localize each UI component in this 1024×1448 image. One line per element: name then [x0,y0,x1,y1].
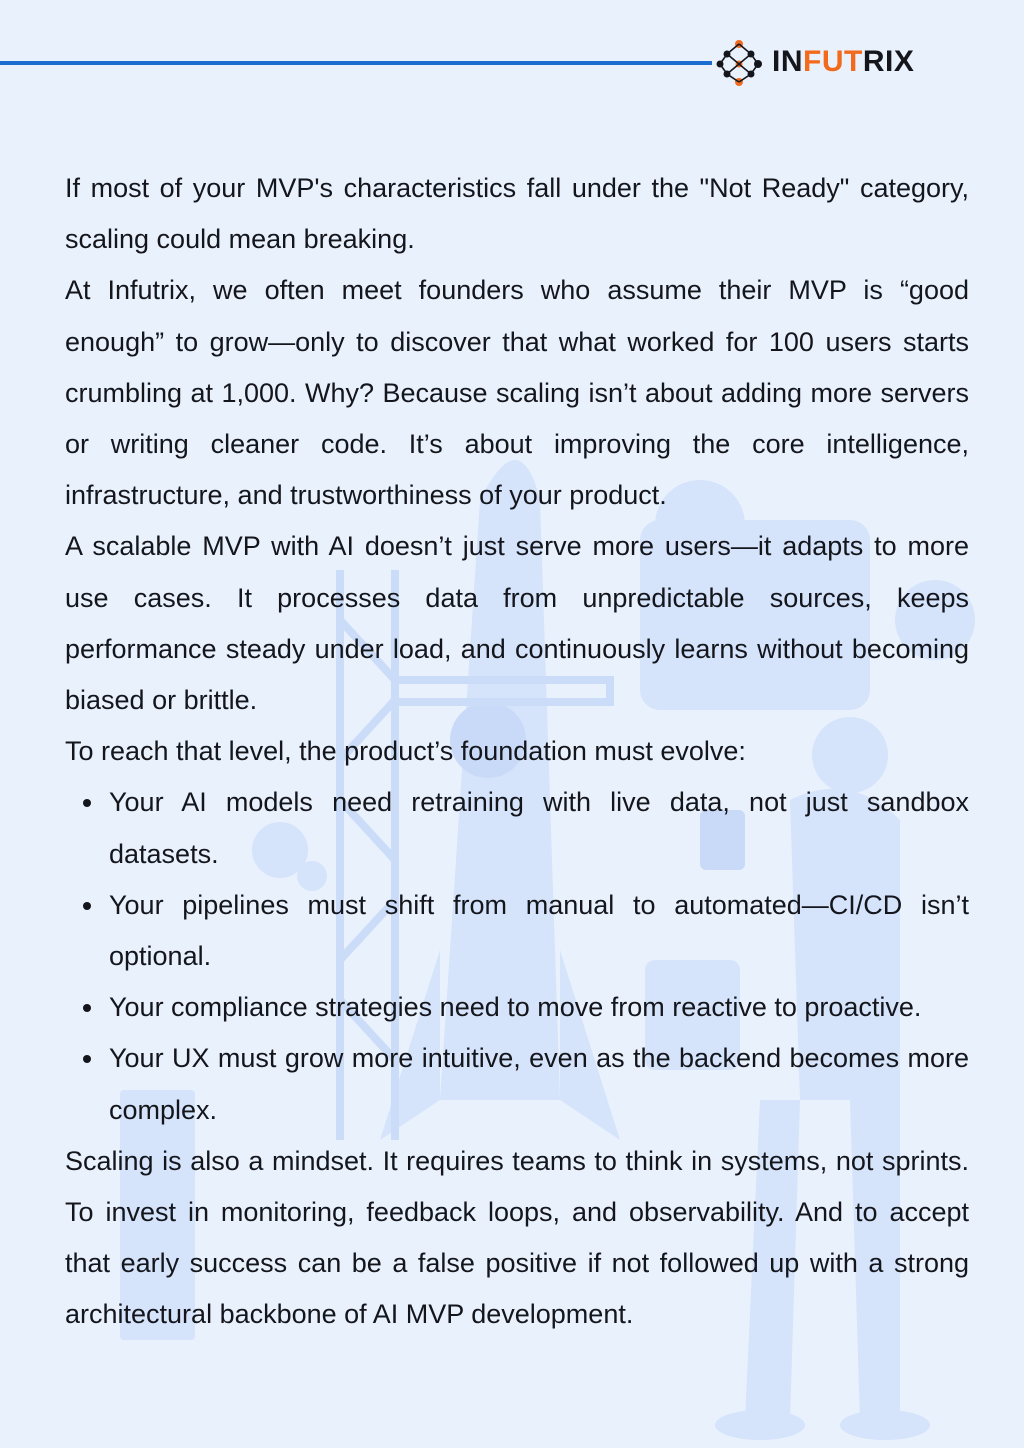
list-item: Your AI models need retraining with live data, not just sandbox datasets. [109,777,969,879]
paragraph-foundation: To reach that level, the product’s foundation must evolve: [65,736,746,767]
list-item: Your UX must grow more intuitive, even as the backend becomes more complex. [109,1033,969,1135]
list-item: Your compliance strategies need to move from reactive to proactive. [109,982,969,1033]
infutrix-logo [716,38,914,86]
paragraph-scalable-mvp: A scalable MVP with AI doesn’t just serve more users—it adapts to more use cases. It processes data from unpredictable sources, keeps performance steady under load, and continuously learns without becoming biased or brittle. [65,531,969,716]
list-item: Your pipelines must shift from manual to automated—CI/CD isn’t optional. [109,880,969,982]
article-body [65,163,969,1341]
logo-wordmark: INFUTRIX [772,45,915,78]
logo-mark-icon [716,38,766,86]
paragraph-founders: At Infutrix, we often meet founders who assume their MVP is “good enough” to grow—only to discover that what worked for 100 users starts crumbling at 1,000. Why? Because scaling isn’t about adding more servers or writing cleaner code. It’s about improving the core intelligence, infrastructure, and trustworthiness of your product. [65,275,969,511]
paragraph-not-ready: If most of your MVP's characteristics fall under the "Not Ready" category, scaling could mean breaking. [65,173,969,255]
paragraph-mindset: Scaling is also a mindset. It requires teams to think in systems, not sprints. To invest in monitoring, feedback loops, and observability. And to accept that early success can be a false positive if not followed up with a strong architectural backbone of AI MVP development. [65,1145,969,1330]
header-rule [0,61,712,65]
evolution-list [65,777,969,1135]
